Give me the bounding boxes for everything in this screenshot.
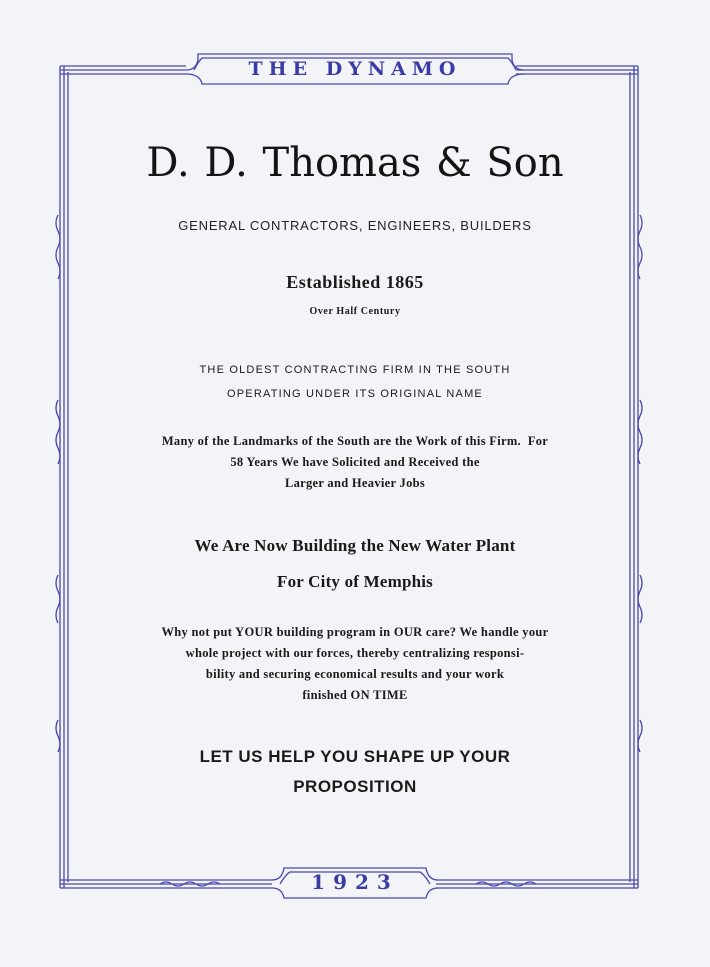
water-plant-line: For City of Memphis [277, 572, 433, 591]
landmarks-line: Many of the Landmarks of the South are the Work of this Firm. For [161, 434, 549, 448]
call-to-action-line: PROPOSITION [293, 777, 417, 796]
why-not-line: Why not put YOUR building program in OUR care? We handle your [161, 625, 549, 639]
tagline: GENERAL CONTRACTORS, ENGINEERS, BUILDERS [178, 218, 532, 233]
established-line: Established 1865 [286, 272, 424, 292]
half-century-line: Over Half Century [309, 306, 401, 317]
why-not-paragraph [80, 622, 630, 706]
why-not-line: finished ON TIME [302, 688, 408, 702]
landmarks-line: Larger and Heavier Jobs [284, 476, 426, 490]
why-not-line: bility and securing economical results and your work [205, 667, 505, 681]
oldest-line: THE OLDEST CONTRACTING FIRM IN THE SOUTH [199, 364, 511, 376]
call-to-action [80, 742, 630, 802]
header-title: THE DYNAMO [248, 58, 462, 80]
oldest-firm-block [80, 358, 630, 406]
water-plant-line: We Are Now Building the New Water Plant [194, 536, 516, 555]
oldest-line: OPERATING UNDER ITS ORIGINAL NAME [227, 388, 483, 400]
call-to-action-line: LET US HELP YOU SHAPE UP YOUR [199, 747, 511, 766]
why-not-line: whole project with our forces, thereby centralizing responsi- [185, 646, 525, 660]
water-plant-block [80, 528, 630, 600]
firm-name: D. D. Thomas & Son [146, 140, 564, 186]
landmarks-line: 58 Years We have Solicited and Received the [230, 455, 480, 469]
landmarks-paragraph [80, 431, 630, 494]
footer-year: 1923 [311, 870, 399, 894]
